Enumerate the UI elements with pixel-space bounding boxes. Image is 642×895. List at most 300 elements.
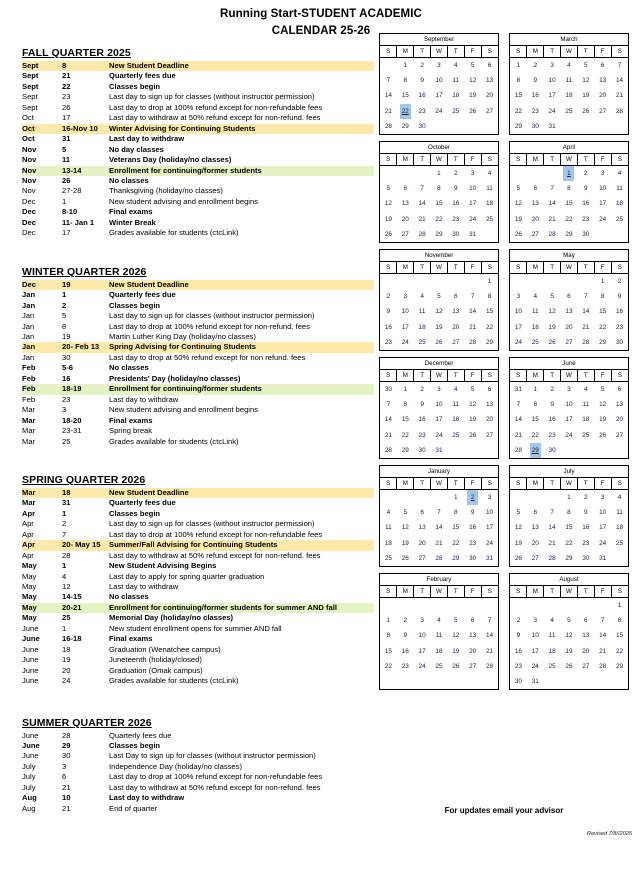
calendar-day-cell xyxy=(527,382,544,398)
calendar-day-cell xyxy=(594,490,611,506)
calendar-day-number: 22 xyxy=(514,107,522,115)
calendar-day-number: 13 xyxy=(485,401,494,409)
calendar-day-number: 11 xyxy=(385,524,392,532)
calendar-day-number: 28 xyxy=(485,662,494,670)
mini-calendar xyxy=(509,465,629,567)
schedule-row xyxy=(22,666,374,676)
calendar-weekday-header: S xyxy=(380,154,397,166)
calendar-day-number: 1 xyxy=(403,386,408,394)
mini-calendar xyxy=(509,249,629,351)
calendar-day-number: 18 xyxy=(615,200,624,208)
calendar-day-cell xyxy=(594,443,611,458)
calendar-day-number: 24 xyxy=(435,107,443,115)
calendar-day-cell xyxy=(544,58,561,74)
calendar-day-number: 2 xyxy=(403,617,408,625)
calendar-day-number: 1 xyxy=(403,62,408,69)
calendar-day-cell xyxy=(611,320,628,335)
calendar-day-number: 6 xyxy=(403,185,408,193)
calendar-day-cell xyxy=(544,644,561,659)
calendar-day-cell xyxy=(380,289,397,304)
calendar-day-number: 2 xyxy=(420,62,424,69)
schedule-month: June xyxy=(22,676,39,686)
calendar-day-cell xyxy=(481,428,498,443)
calendar-week-row xyxy=(380,88,498,103)
calendar-weekday-header: S xyxy=(611,586,628,598)
calendar-day-cell xyxy=(544,397,561,412)
calendar-day-number: 27 xyxy=(452,338,460,346)
calendar-day-cell xyxy=(431,428,448,443)
schedule-row xyxy=(22,176,374,186)
calendar-day-cell xyxy=(527,335,544,350)
calendar-day-cell xyxy=(594,505,611,520)
calendar-day-number: 11 xyxy=(582,401,590,409)
calendar-day-number: 4 xyxy=(584,386,588,394)
calendar-day-number: 7 xyxy=(386,401,391,409)
calendar-day-cell xyxy=(464,196,481,211)
calendar-day-number: 10 xyxy=(531,632,539,640)
calendar-day-number: 14 xyxy=(548,524,556,532)
calendar-day-number: 23 xyxy=(418,107,426,115)
schedule-month: Mar xyxy=(22,488,62,498)
calendar-day-cell xyxy=(380,320,397,335)
calendar-day-cell xyxy=(561,212,578,227)
calendar-day-cell xyxy=(611,490,628,506)
calendar-weekday-header-row xyxy=(510,154,628,166)
calendar-day-number: 14 xyxy=(435,524,443,532)
calendar-day-cell xyxy=(464,104,481,119)
calendar-day-cell xyxy=(380,73,397,88)
schedule-row xyxy=(22,384,374,394)
calendar-day-number: 14 xyxy=(469,308,477,316)
schedule-month: Feb xyxy=(22,373,36,383)
schedule-row xyxy=(22,207,374,217)
calendar-weekday-header: S xyxy=(481,154,498,166)
calendar-day-cell xyxy=(544,181,561,196)
schedule-description: Last day to drop at 100% refund except for non-refundable fees xyxy=(109,529,323,539)
calendar-day-cell xyxy=(431,536,448,551)
calendar-day-cell xyxy=(481,304,498,319)
calendar-weekday-header: T xyxy=(447,154,464,166)
calendar-weekday-header: M xyxy=(527,370,544,382)
schedule-description: Enrollment for continuing/former students for summer AND fall xyxy=(109,603,374,613)
calendar-month-name: October xyxy=(380,142,498,154)
calendar-grid xyxy=(510,262,628,350)
calendar-weekday-header: F xyxy=(464,262,481,274)
calendar-day-cell xyxy=(544,320,561,335)
calendar-day-cell xyxy=(380,628,397,643)
calendar-day-cell xyxy=(447,551,464,566)
schedule-row xyxy=(22,731,374,741)
calendar-day-cell xyxy=(380,181,397,196)
calendar-week-row xyxy=(380,412,498,427)
schedule-row xyxy=(22,113,374,123)
schedule-row xyxy=(22,155,374,165)
calendar-day-number: 20 xyxy=(469,647,477,655)
calendar-day-number: 4 xyxy=(386,509,391,517)
calendar-day-cell xyxy=(594,289,611,304)
calendar-day-cell xyxy=(431,227,448,242)
schedule-month: Oct xyxy=(22,134,35,144)
calendar-day-cell xyxy=(414,490,431,506)
calendar-day-number: 9 xyxy=(420,401,424,409)
calendar-day-cell xyxy=(447,536,464,551)
calendar-month-name: December xyxy=(380,358,498,370)
calendar-day-cell xyxy=(561,227,578,242)
calendar-weekday-header: M xyxy=(397,478,414,490)
calendar-day-cell xyxy=(611,505,628,520)
schedule-description: Classes begin xyxy=(109,741,161,751)
calendar-month-name: July xyxy=(510,466,628,478)
calendar-day-cell xyxy=(397,490,414,506)
calendar-day-cell xyxy=(594,397,611,412)
calendar-day-cell xyxy=(431,490,448,506)
schedule-month: Oct xyxy=(22,113,34,123)
calendar-day-number: 3 xyxy=(437,386,441,394)
calendar-day-number: 22 xyxy=(400,104,411,119)
calendar-week-row xyxy=(510,335,628,350)
calendar-day-cell xyxy=(561,397,578,412)
calendar-day-cell xyxy=(577,613,594,628)
calendar-day-number: 3 xyxy=(600,494,605,502)
calendar-day-number: 20 xyxy=(401,215,409,223)
calendar-day-cell xyxy=(594,212,611,227)
calendar-week-row xyxy=(380,227,498,242)
calendar-day-number: 26 xyxy=(435,338,443,346)
calendar-day-number: 13 xyxy=(599,77,607,85)
calendar-day-cell xyxy=(544,382,561,398)
calendar-week-row xyxy=(380,428,498,443)
schedule-month: May xyxy=(22,561,37,571)
calendar-day-cell xyxy=(527,674,544,689)
schedule-day: 25 xyxy=(62,436,71,446)
calendar-weekday-header-row xyxy=(510,586,628,598)
calendar-week-row xyxy=(510,88,628,103)
schedule-day: 1 xyxy=(62,290,67,300)
schedule-description: Veterans Day (holiday/no classes) xyxy=(109,155,232,165)
schedule-month: Apr xyxy=(22,540,62,550)
calendar-day-number: 2 xyxy=(467,490,478,505)
calendar-day-cell-highlighted xyxy=(464,490,481,506)
calendar-day-cell xyxy=(594,598,611,614)
calendar-day-cell xyxy=(611,520,628,535)
calendar-week-row xyxy=(510,490,628,506)
calendar-day-number: 19 xyxy=(452,647,460,655)
calendar-day-cell xyxy=(510,628,527,643)
schedule-month: Jan xyxy=(22,290,36,300)
calendar-day-cell xyxy=(611,536,628,551)
calendar-day-number: 30 xyxy=(615,338,624,346)
calendar-day-number: 5 xyxy=(470,386,475,394)
calendar-day-number: 30 xyxy=(548,446,556,454)
calendar-day-number: 12 xyxy=(401,524,409,532)
calendar-day-number: 29 xyxy=(565,554,573,562)
calendar-day-cell xyxy=(510,166,527,182)
calendar-day-number: 25 xyxy=(565,107,573,115)
calendar-day-cell xyxy=(544,551,561,566)
calendar-day-number: 19 xyxy=(514,539,522,547)
schedule-description: New Student Deadline xyxy=(109,280,374,290)
calendar-day-cell xyxy=(611,166,628,182)
calendar-weekday-header: S xyxy=(481,478,498,490)
schedule-row xyxy=(22,134,374,144)
calendar-day-cell xyxy=(611,613,628,628)
calendar-day-cell xyxy=(380,58,397,74)
calendar-day-number: 11 xyxy=(486,185,493,193)
schedule-row xyxy=(22,624,374,634)
calendar-day-number: 8 xyxy=(437,185,441,193)
calendar-weekday-header: S xyxy=(380,262,397,274)
calendar-day-number: 1 xyxy=(454,494,458,502)
calendar-day-number: 25 xyxy=(452,107,460,115)
calendar-day-number: 6 xyxy=(533,185,538,193)
calendar-day-number: 8 xyxy=(516,77,521,85)
schedule-month: Nov xyxy=(22,166,62,176)
calendar-weekday-header: S xyxy=(611,370,628,382)
calendar-day-cell xyxy=(447,227,464,242)
calendar-day-number: 16 xyxy=(469,524,477,532)
calendar-day-cell xyxy=(447,274,464,290)
calendar-day-number: 11 xyxy=(548,632,556,640)
calendar-day-cell xyxy=(380,644,397,659)
calendar-month-name: February xyxy=(380,574,498,586)
calendar-day-cell xyxy=(510,304,527,319)
schedule-month: Apr xyxy=(22,550,34,560)
calendar-weekday-header: T xyxy=(414,154,431,166)
calendar-day-number: 5 xyxy=(550,293,554,301)
calendar-day-number: 7 xyxy=(550,185,554,193)
schedule-row xyxy=(22,405,374,415)
calendar-day-cell xyxy=(414,412,431,427)
calendar-day-number: 12 xyxy=(469,401,477,409)
calendar-day-cell xyxy=(544,613,561,628)
calendar-day-cell xyxy=(431,88,448,103)
schedule-row xyxy=(22,103,374,113)
schedule-row xyxy=(22,301,374,311)
calendar-week-row xyxy=(380,73,498,88)
calendar-day-number: 15 xyxy=(565,524,573,532)
schedule-description: No classes xyxy=(109,175,149,185)
calendar-day-number: 2 xyxy=(454,170,458,178)
schedule-row xyxy=(22,124,374,134)
calendar-week-row xyxy=(510,628,628,643)
calendar-day-cell xyxy=(481,628,498,643)
calendar-day-number: 19 xyxy=(514,215,522,223)
calendar-day-number: 30 xyxy=(418,122,426,130)
calendar-day-cell xyxy=(464,119,481,134)
calendar-day-number: 11 xyxy=(565,77,573,85)
calendar-day-cell xyxy=(431,320,448,335)
calendar-day-cell xyxy=(447,412,464,427)
schedule-month: Dec xyxy=(22,217,36,227)
schedule-month: July xyxy=(22,761,36,771)
calendar-weekday-header: S xyxy=(481,262,498,274)
calendar-day-number: 30 xyxy=(418,446,426,454)
calendar-day-cell xyxy=(510,490,527,506)
calendar-day-number: 16 xyxy=(548,416,556,424)
calendar-day-number: 31 xyxy=(514,386,522,394)
calendar-day-cell xyxy=(380,104,397,119)
calendar-day-number: 12 xyxy=(548,308,556,316)
calendar-day-cell xyxy=(577,551,594,566)
calendar-day-number: 2 xyxy=(617,278,622,286)
calendar-grid xyxy=(510,46,628,134)
calendar-day-cell xyxy=(481,505,498,520)
calendar-day-cell xyxy=(594,166,611,182)
schedule-description: Last day to withdraw at 50% refund except for non-refund. fees xyxy=(109,113,321,123)
calendar-day-number: 24 xyxy=(401,338,409,346)
schedule-description: Last day to withdraw at 50% refund except for non-refund. fees xyxy=(109,782,321,792)
calendar-day-cell xyxy=(414,628,431,643)
schedule-description: Winter Break xyxy=(109,217,156,227)
calendar-day-cell xyxy=(561,613,578,628)
calendar-day-number: 11 xyxy=(435,632,443,640)
calendar-day-cell xyxy=(510,412,527,427)
calendar-day-number: 3 xyxy=(516,293,521,301)
calendar-day-cell xyxy=(397,505,414,520)
calendar-week-row xyxy=(510,181,628,196)
calendar-day-number: 29 xyxy=(452,554,460,562)
schedule-month: Aug xyxy=(22,793,37,803)
calendar-day-number: 9 xyxy=(584,509,588,517)
schedule-row xyxy=(22,498,374,508)
calendar-day-number: 12 xyxy=(514,524,522,532)
calendar-day-cell xyxy=(397,520,414,535)
calendar-weekday-header-row xyxy=(380,46,498,58)
schedule-description: Enrollment for continuing/former students xyxy=(109,166,374,176)
calendar-day-cell xyxy=(611,659,628,674)
schedule-description: Quarterly fees due xyxy=(109,71,176,81)
calendar-day-cell xyxy=(561,196,578,211)
schedule-day: 7 xyxy=(62,529,67,539)
calendar-day-cell xyxy=(481,659,498,674)
calendar-day-number: 7 xyxy=(487,617,492,625)
calendar-day-cell xyxy=(577,598,594,614)
calendar-day-number: 27 xyxy=(418,554,426,562)
schedule-day: 18 xyxy=(62,488,109,498)
schedule-description: New Student Advising Begins xyxy=(109,561,217,571)
calendar-day-number: 12 xyxy=(514,200,522,208)
calendar-weekday-header: T xyxy=(414,370,431,382)
calendar-day-cell xyxy=(414,613,431,628)
schedule-description: New student enrollment opens for summer AND fall xyxy=(109,623,282,633)
calendar-day-cell-highlighted xyxy=(527,443,544,458)
schedule-description: Last day to drop at 100% refund except for non-refundable fees xyxy=(109,772,323,782)
calendar-day-cell xyxy=(397,382,414,398)
calendar-day-number: 17 xyxy=(485,524,494,532)
calendar-day-number: 18 xyxy=(452,416,460,424)
calendar-week-row xyxy=(380,520,498,535)
calendar-day-cell xyxy=(380,598,397,614)
schedule-description: New Student Deadline xyxy=(109,488,374,498)
calendar-weekday-header: F xyxy=(464,370,481,382)
schedule-description: Quarterly fees due xyxy=(109,498,176,508)
calendar-day-cell xyxy=(611,598,628,614)
schedule-month: May xyxy=(22,603,62,613)
calendar-row xyxy=(379,33,629,135)
calendar-day-cell xyxy=(414,335,431,350)
schedule-day: 3 xyxy=(62,405,67,415)
calendar-day-number: 10 xyxy=(401,308,409,316)
calendar-day-cell xyxy=(577,88,594,103)
calendar-week-row xyxy=(380,598,498,614)
calendar-day-number: 30 xyxy=(531,122,539,130)
calendar-month-name: September xyxy=(380,34,498,46)
calendar-day-number: 1 xyxy=(487,278,492,286)
calendar-day-cell xyxy=(544,598,561,614)
schedule-month: June xyxy=(22,644,39,654)
calendar-day-cell xyxy=(594,659,611,674)
calendar-day-cell xyxy=(380,397,397,412)
calendar-day-number: 10 xyxy=(418,632,426,640)
schedule-description: New student advising and enrollment begins xyxy=(109,405,259,415)
schedule-day: 8-10 xyxy=(62,207,78,217)
calendar-day-cell xyxy=(447,104,464,119)
calendar-day-cell xyxy=(527,196,544,211)
quarter-date-table xyxy=(22,61,374,239)
calendar-day-cell xyxy=(414,644,431,659)
calendar-day-cell xyxy=(431,659,448,674)
calendar-day-number: 9 xyxy=(420,77,424,85)
calendar-day-cell xyxy=(527,304,544,319)
calendar-day-number: 28 xyxy=(435,554,443,562)
calendar-day-cell xyxy=(447,289,464,304)
calendar-weekday-header: M xyxy=(397,154,414,166)
calendar-grid xyxy=(510,370,628,458)
calendar-day-number: 13 xyxy=(485,77,494,85)
calendar-day-number: 15 xyxy=(514,92,522,100)
schedule-row xyxy=(22,676,374,686)
calendar-day-cell xyxy=(561,628,578,643)
calendar-day-number: 24 xyxy=(514,338,522,346)
calendar-weekday-header: M xyxy=(527,262,544,274)
calendar-day-cell xyxy=(447,644,464,659)
calendar-day-cell xyxy=(577,181,594,196)
calendar-weekday-header: S xyxy=(510,46,527,58)
calendar-weekday-header: T xyxy=(414,478,431,490)
calendar-day-cell xyxy=(431,58,448,74)
calendar-weekday-header: S xyxy=(510,262,527,274)
mini-calendar xyxy=(509,357,629,459)
section-spacer xyxy=(22,239,374,266)
quarter-block xyxy=(22,266,374,474)
calendar-day-number: 3 xyxy=(533,617,538,625)
calendar-weekday-header: T xyxy=(447,586,464,598)
calendar-day-cell xyxy=(611,674,628,689)
schedule-row xyxy=(22,61,374,71)
schedule-description: No classes xyxy=(109,592,149,602)
schedule-row xyxy=(22,592,374,602)
schedule-description: Last day to drop at 100% refund except for non-refundable fees xyxy=(109,102,323,112)
calendar-day-number: 13 xyxy=(582,632,590,640)
calendar-day-number: 6 xyxy=(584,617,588,625)
calendar-day-cell xyxy=(577,212,594,227)
calendar-day-number: 31 xyxy=(531,678,539,686)
calendar-weekday-header-row xyxy=(380,478,498,490)
calendar-day-number: 21 xyxy=(469,323,477,331)
calendar-day-number: 17 xyxy=(401,323,409,331)
calendar-day-number: 31 xyxy=(548,122,556,130)
calendar-day-number: 9 xyxy=(470,509,475,517)
calendar-weekday-header: T xyxy=(577,478,594,490)
calendar-day-number: 13 xyxy=(452,308,460,316)
schedule-month: Mar xyxy=(22,426,36,436)
calendar-week-row xyxy=(510,659,628,674)
calendar-day-cell xyxy=(380,212,397,227)
calendar-day-number: 25 xyxy=(531,338,539,346)
calendar-day-number: 8 xyxy=(600,293,605,301)
calendar-day-number: 30 xyxy=(452,230,460,238)
calendar-day-cell xyxy=(561,73,578,88)
